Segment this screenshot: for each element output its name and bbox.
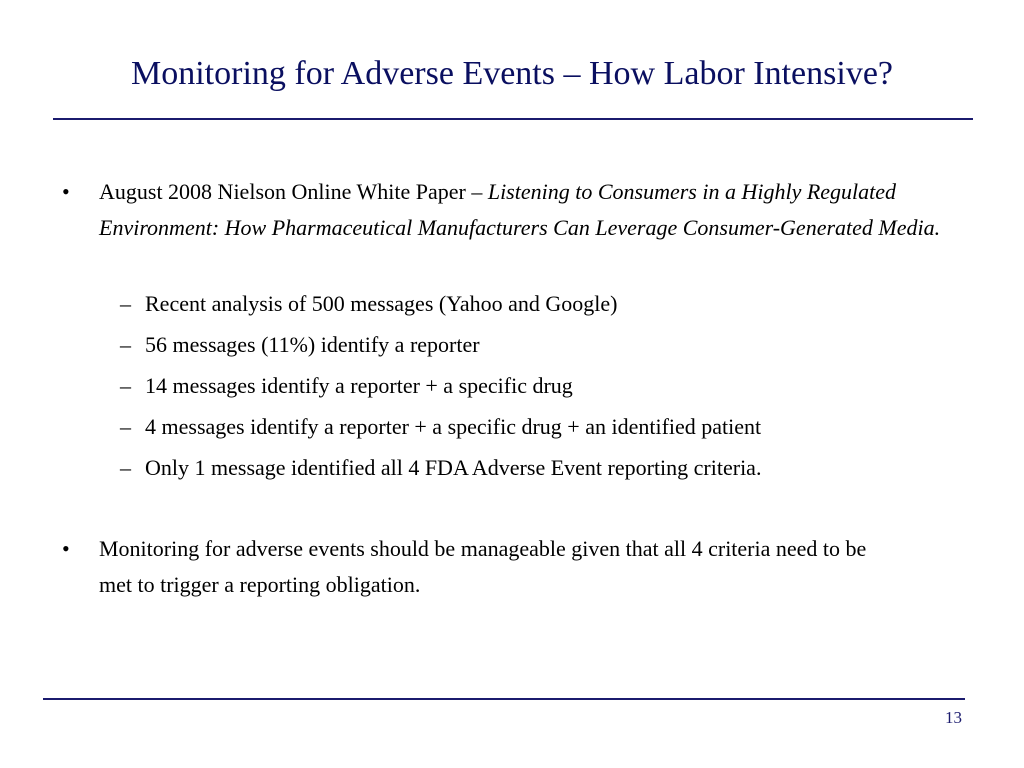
sub-bullet-marker: – bbox=[120, 455, 131, 480]
sub-bullet-marker: – bbox=[120, 414, 131, 439]
sub-bullet-4-text: 4 messages identify a reporter + a specific drug + an identified patient bbox=[145, 414, 762, 439]
sub-bullet-1-text: Recent analysis of 500 messages (Yahoo and Google) bbox=[145, 291, 618, 316]
sub-bullet-marker: – bbox=[120, 291, 131, 316]
sub-bullet-marker: – bbox=[120, 373, 131, 398]
bullet-marker: • bbox=[62, 536, 70, 561]
bullet-1-plain-text: August 2008 Nielson Online White Paper – bbox=[99, 179, 488, 204]
sub-bullet-3-text: 14 messages identify a reporter + a specific drug bbox=[145, 373, 573, 398]
sub-bullet-5-text: Only 1 message identified all 4 FDA Adverse Event reporting criteria. bbox=[145, 455, 762, 480]
sub-bullet-marker: – bbox=[120, 332, 131, 357]
title-divider bbox=[53, 118, 973, 120]
footer-divider bbox=[43, 698, 965, 700]
page-number: 13 bbox=[945, 708, 962, 727]
bullet-2-text: Monitoring for adverse events should be manageable given that all 4 criteria need to be met to trigger a reporting obligation. bbox=[99, 536, 867, 597]
bullet-marker: • bbox=[62, 179, 70, 204]
sub-bullet-2-text: 56 messages (11%) identify a reporter bbox=[145, 332, 480, 357]
slide-title: Monitoring for Adverse Events – How Labor Intensive? bbox=[131, 55, 893, 92]
bullet-1-italic-title: Listening to Consumers in a Highly Regulated Environment: How Pharmaceutical Manufacturers Can Leverage Consumer-Generated Media. bbox=[99, 179, 941, 240]
bullet-1-text bbox=[99, 174, 969, 246]
